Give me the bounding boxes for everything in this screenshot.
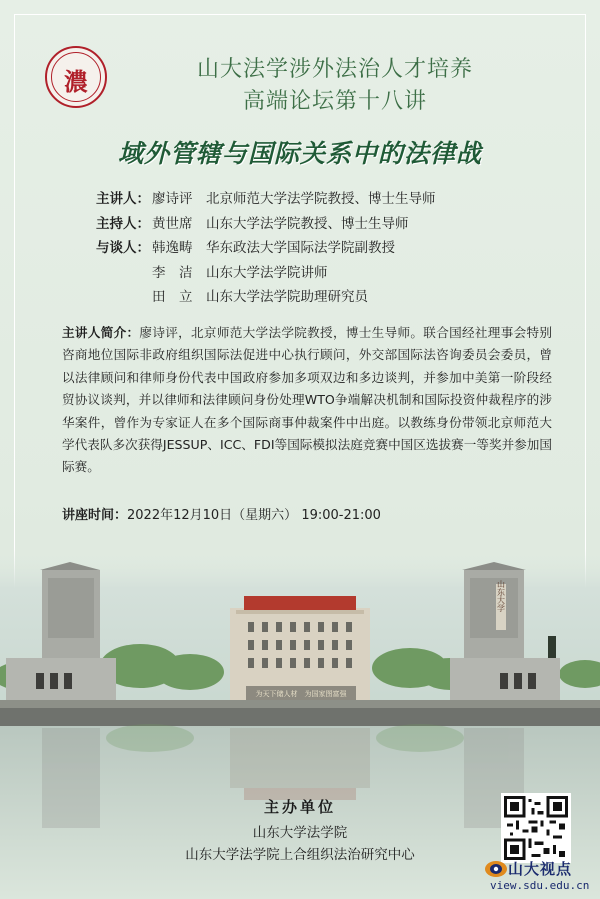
person-name: 田 立 xyxy=(152,289,193,306)
forum-header-line1: 山大法学涉外法治人才培养 xyxy=(196,57,473,82)
discussant-row xyxy=(96,285,576,310)
person-name: 廖诗评 xyxy=(152,191,193,207)
organizer-line: 山东大学法学院 xyxy=(252,825,348,841)
eye-logo-icon xyxy=(484,858,508,880)
role-label: 与谈人： xyxy=(96,240,150,257)
law-school-seal-icon xyxy=(45,46,107,108)
gate-sign: 山东大学 xyxy=(496,580,506,612)
qr-code-icon xyxy=(501,793,571,863)
seal-glyph: 濃 xyxy=(64,67,88,96)
person-title: 北京师范大学法学院教授、博士生导师 xyxy=(206,191,436,207)
forum-header-line2: 高端论坛第十八讲 xyxy=(242,89,427,114)
brand-name: 山大视点 xyxy=(508,860,573,878)
organizer-line: 山东大学法学院上合组织法治研究中心 xyxy=(185,847,415,863)
lecture-title: 域外管辖与国际关系中的法律战 xyxy=(117,139,482,168)
time-value: 2022年12月10日（星期六） 19:00-21:00 xyxy=(127,508,381,523)
organizer-block xyxy=(110,796,490,866)
lecture-time xyxy=(62,504,542,523)
slogan-wall xyxy=(246,686,356,700)
person-name: 李 洁 xyxy=(152,264,193,281)
forum-header xyxy=(100,54,570,118)
speaker-row xyxy=(96,187,576,212)
organizer-label: 主办单位 xyxy=(263,798,336,816)
discussant-row xyxy=(96,236,576,261)
role-label: 主讲人： xyxy=(96,191,150,207)
speaker-bio xyxy=(62,322,552,479)
brand-logo xyxy=(484,858,596,896)
host-row xyxy=(96,212,576,237)
person-name: 韩逸畴 xyxy=(152,240,193,257)
role-label: 主持人： xyxy=(96,215,150,232)
bio-label: 主讲人简介： xyxy=(62,325,140,340)
discussant-row xyxy=(96,261,576,286)
person-title: 山东大学法学院助理研究员 xyxy=(206,289,368,306)
person-title: 华东政法大学国际法学院副教授 xyxy=(206,240,395,257)
brand-url: view.sdu.edu.cn xyxy=(490,879,590,892)
time-label: 讲座时间： xyxy=(62,508,128,523)
person-name: 黄世席 xyxy=(152,215,193,232)
bio-text: 廖诗评，北京师范大学法学院教授，博士生导师。联合国经社理事会特别咨商地位国际非政府组织国际法促进中心执行顾问，外交部国际法咨询委员会委员，曾以法律顾问和律师身份代表中国政府参加多项双边和多边谈判，并参加中美第一阶段经贸协议谈判，并以律师和法律顾问身份处理WTO争端解决机制和国际投资仲裁程序的涉华案件，曾作为专家证人在多个国际商事仲裁案件中出庭。以教练身份带领北京师范大学代表队多次获得JESSUP、ICC、FDI等国际模拟法庭竞赛中国区选拔赛一等奖并参加国际赛。 xyxy=(62,325,553,475)
speaker-list xyxy=(96,187,576,310)
person-title: 山东大学法学院讲师 xyxy=(206,264,328,281)
person-title: 山东大学法学院教授、博士生导师 xyxy=(206,215,409,232)
slogan-text: 为天下储人材 为国家图富强 xyxy=(255,690,347,698)
